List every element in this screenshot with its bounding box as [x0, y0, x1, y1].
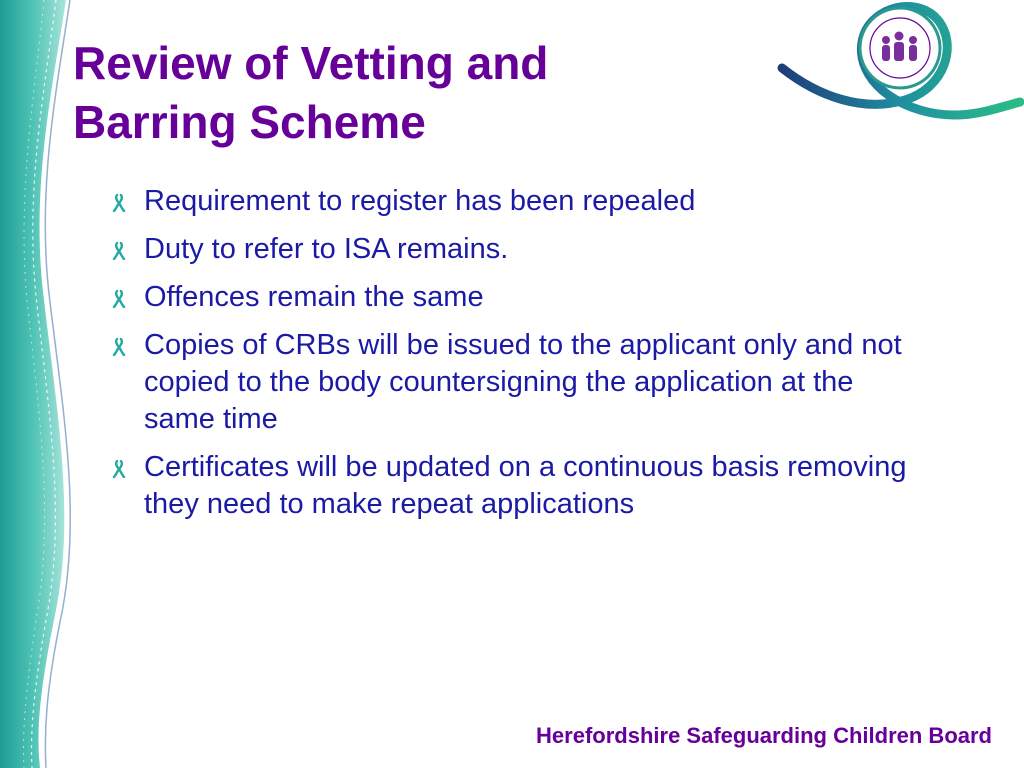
awareness-ribbon-icon — [112, 338, 126, 356]
bullet-item-duty-to-refer — [112, 231, 912, 268]
bullet-item-crb-copies — [112, 327, 912, 438]
title-line-1: Review of Vetting and — [73, 37, 549, 89]
bullet-text: Duty to refer to ISA remains. — [144, 233, 509, 265]
footer-organisation: Herefordshire Safeguarding Children Board — [536, 723, 992, 748]
bullet-item-certificates — [112, 449, 912, 523]
bullet-list — [112, 183, 912, 534]
bullet-text: Copies of CRBs will be issued to the applicant only and not copied to the body countersigning the application at the same time — [144, 329, 902, 435]
bullet-item-register-repealed — [112, 183, 912, 220]
slide-title — [73, 34, 713, 152]
awareness-ribbon-icon — [112, 242, 126, 260]
awareness-ribbon-icon — [112, 194, 126, 212]
bullet-text: Certificates will be updated on a continuous basis removing they need to make repeat applications — [144, 451, 907, 520]
bullet-text: Requirement to register has been repealed — [144, 185, 696, 217]
title-line-2: Barring Scheme — [73, 96, 426, 148]
awareness-ribbon-icon — [112, 460, 126, 478]
awareness-ribbon-icon — [112, 290, 126, 308]
board-logo — [770, 0, 1024, 150]
bullet-item-offences — [112, 279, 912, 316]
bullet-text: Offences remain the same — [144, 281, 484, 313]
